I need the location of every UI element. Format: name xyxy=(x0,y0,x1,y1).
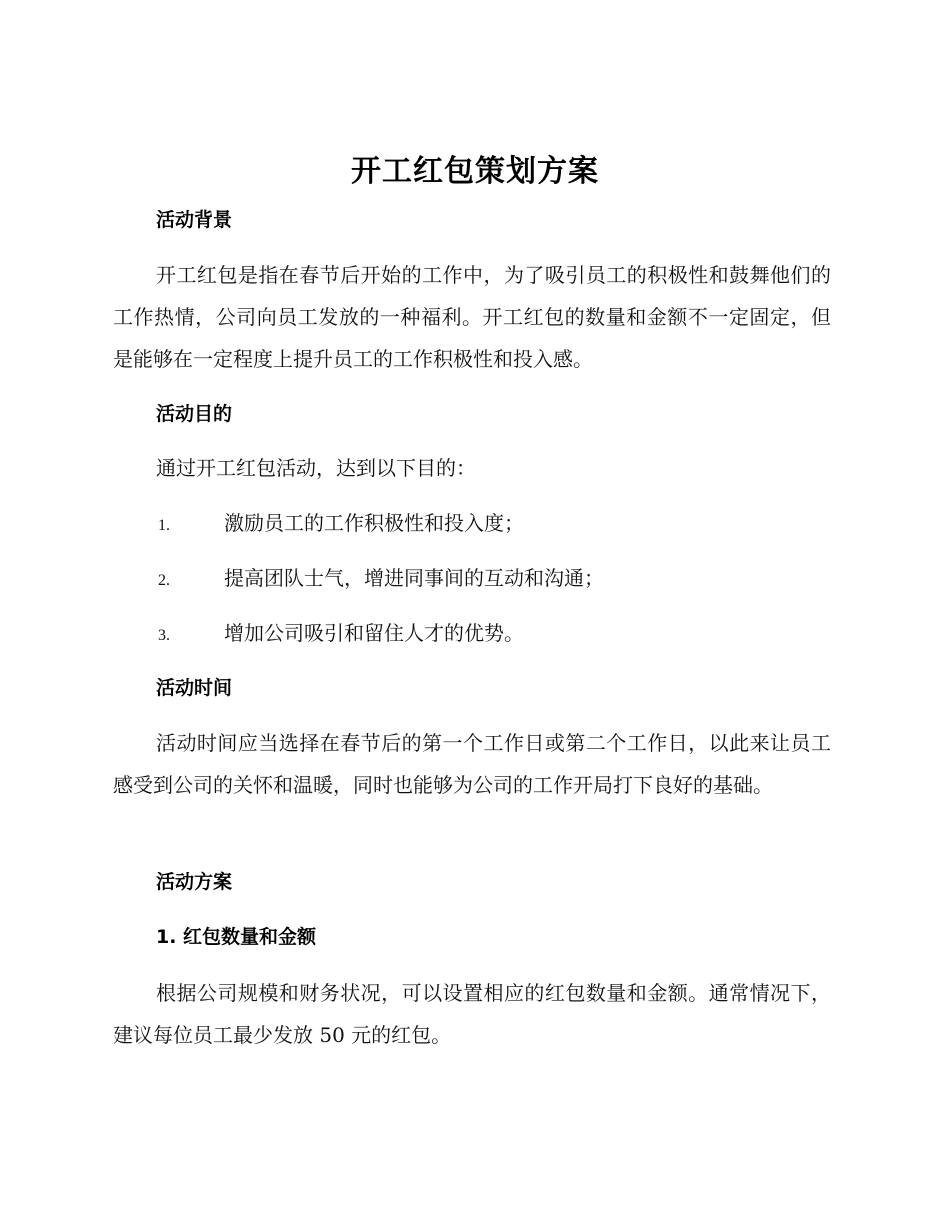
list-item-text: 激励员工的工作积极性和投入度； xyxy=(224,511,524,535)
list-item xyxy=(158,508,524,541)
heading-plan: 活动方案 xyxy=(156,871,233,893)
document-title: 开工红包策划方案 xyxy=(351,154,599,189)
paragraph-background: 开工红包是指在春节后开始的工作中，为了吸引员工的积极性和鼓舞他们的工作热情，公司向员工发放的一种福利。开工红包的数量和金额不一定固定，但是能够在一定程度上提升员工的工作积极性和投入感。 xyxy=(113,263,831,371)
list-item-number: 3. xyxy=(158,627,170,644)
paragraph-time: 活动时间应当选择在春节后的第一个工作日或第二个工作日，以此来让员工感受到公司的关怀和温暖，同时也能够为公司的工作开局打下良好的基础。 xyxy=(113,731,831,797)
list-item-text: 增加公司吸引和留住人才的优势。 xyxy=(224,621,524,645)
list-item xyxy=(158,563,604,596)
heading-purpose: 活动目的 xyxy=(156,403,233,425)
subheading-plan-amount: 1. 红包数量和金额 xyxy=(156,926,317,948)
heading-time: 活动时间 xyxy=(156,677,233,699)
list-item-number: 2. xyxy=(158,572,170,589)
paragraph-plan: 根据公司规模和财务状况，可以设置相应的红包数量和金额。通常情况下，建议每位员工最少发放 50 元的红包。 xyxy=(113,981,831,1047)
heading-background: 活动背景 xyxy=(156,209,233,231)
purpose-intro: 通过开工红包活动，达到以下目的： xyxy=(156,456,476,480)
list-item xyxy=(158,618,524,651)
list-item-number: 1. xyxy=(158,517,170,534)
list-item-text: 提高团队士气，增进同事间的互动和沟通； xyxy=(224,566,604,590)
